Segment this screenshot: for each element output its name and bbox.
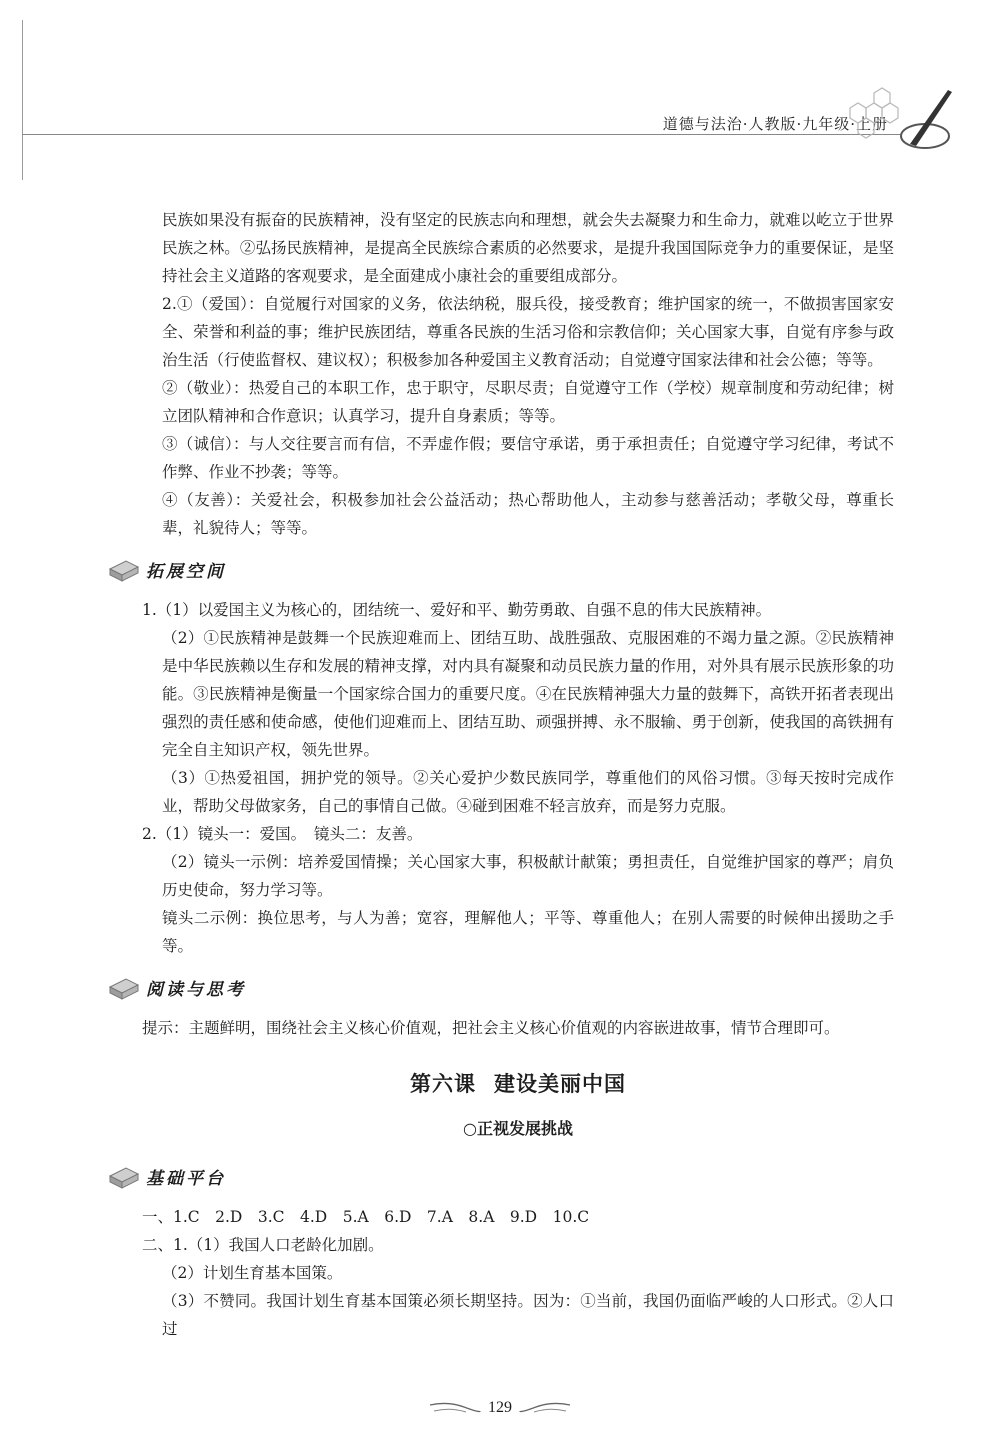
section-title: 拓展空间 [146, 561, 226, 582]
section-title: 基础平台 [146, 1168, 226, 1189]
answer-paragraph: 二、1.（1）我国人口老龄化加剧。 [142, 1236, 384, 1254]
answer-paragraph: （2）①民族精神是鼓舞一个民族迎难而上、团结互助、战胜强敌、克服困难的不竭力量之源。②民族精神是中华民族赖以生存和发展的精神支撑，对内具有凝聚和动员民族力量的作用，对外具有展示民族形象的功能。③民族精神是衡量一个国家综合国力的重要尺度。④在民族精神强大力量的鼓舞下，高铁开拓者表现出强烈的责任感和使命感，使他们迎难而上、团结互助、顽强拼搏、永不服输、勇于创新，使我国的高铁拥有完全自主知识产权，领先世界。 [162, 629, 894, 759]
answer-paragraph: （2）镜头一示例：培养爱国情操；关心国家大事，积极献计献策；勇担责任，自觉维护国家的尊严；肩负历史使命，努力学习等。 [162, 853, 894, 899]
section-heading [106, 1157, 894, 1195]
page-footer [0, 1388, 1000, 1428]
answer-paragraph: ②（敬业）：热爱自己的本职工作，忠于职守，尽职尽责；自觉遵守工作（学校）规章制度和劳动纪律；树立团队精神和合作意识；认真学习，提升自身素质；等等。 [162, 379, 894, 425]
answer-paragraph: 民族如果没有振奋的民族精神，没有坚定的民族志向和理想，就会失去凝聚力和生命力，就难以屹立于世界民族之林。②弘扬民族精神，是提高全民族综合素质的必然要求，是提升我国国际竞争力的重要保证，是坚持社会主义道路的客观要求，是全面建成小康社会的重要组成部分。 [162, 211, 894, 285]
page-number: 129 [488, 1399, 512, 1416]
lesson-title [142, 1068, 894, 1098]
answer-paragraph: 2.（1）镜头一：爱国。 镜头二：友善。 [142, 825, 423, 843]
section-heading [106, 550, 894, 588]
answer-paragraph: 2.①（爱国）：自觉履行对国家的义务，依法纳税，服兵役，接受教育；维护国家的统一，不做损害国家安全、荣誉和利益的事；维护民族团结，尊重各民族的生活习俗和宗教信仰；关心国家大事，自觉有序参与政治生活（行使监督权、建议权）；积极参加各种爱国主义教育活动；自觉遵守国家法律和社会公德；等等。 [162, 295, 894, 369]
answer-paragraph: 提示：主题鲜明，围绕社会主义核心价值观，把社会主义核心价值观的内容嵌进故事，情节合理即可。 [142, 1019, 840, 1037]
answer-paragraph: （2）计划生育基本国策。 [162, 1264, 343, 1282]
honeycomb-pen-decoration-icon [840, 78, 960, 158]
book-stack-icon [106, 1162, 142, 1190]
answer-content [142, 206, 894, 1343]
lesson-subtitle: ○正视发展挑战 [463, 1119, 573, 1138]
book-stack-icon [106, 555, 142, 583]
section-heading [106, 968, 894, 1006]
answer-paragraph: 一、1.C 2.D 3.C 4.D 5.A 6.D 7.A 8.A 9.D 10.C [142, 1208, 590, 1226]
answer-paragraph: （3）不赞同。我国计划生育基本国策必须长期坚持。因为：①当前，我国仍面临严峻的人口形式。②人口过 [162, 1292, 894, 1338]
running-header: 道德与法治·人教版·九年级·上册 [662, 115, 888, 133]
right-flourish-icon [518, 1399, 572, 1417]
lesson-name: 建设美丽中国 [494, 1071, 626, 1096]
answer-paragraph: 1.（1）以爱国主义为核心的，团结统一、爱好和平、勤劳勇敢、自强不息的伟大民族精神。 [142, 601, 772, 619]
answer-paragraph: 镜头二示例：换位思考，与人为善；宽容，理解他人；平等、尊重他人；在别人需要的时候伸出援助之手等。 [162, 909, 894, 955]
lesson-number: 第六课 [410, 1071, 476, 1096]
section-title: 阅读与思考 [146, 979, 246, 1000]
answer-paragraph: ③（诚信）：与人交往要言而有信，不弄虚作假；要信守承诺，勇于承担责任；自觉遵守学习纪律，考试不作弊、作业不抄袭；等等。 [162, 435, 894, 481]
book-stack-icon [106, 973, 142, 1001]
answer-paragraph: ④（友善）：关爱社会，积极参加社会公益活动；热心帮助他人，主动参与慈善活动；孝敬父母，尊重长辈，礼貌待人；等等。 [162, 491, 894, 537]
answer-paragraph: （3）①热爱祖国，拥护党的领导。②关心爱护少数民族同学，尊重他们的风俗习惯。③每天按时完成作业，帮助父母做家务，自己的事情自己做。④碰到困难不轻言放弃，而是努力克服。 [162, 769, 894, 815]
header-rule [22, 134, 902, 135]
left-flourish-icon [428, 1399, 482, 1417]
margin-rule [22, 20, 23, 180]
